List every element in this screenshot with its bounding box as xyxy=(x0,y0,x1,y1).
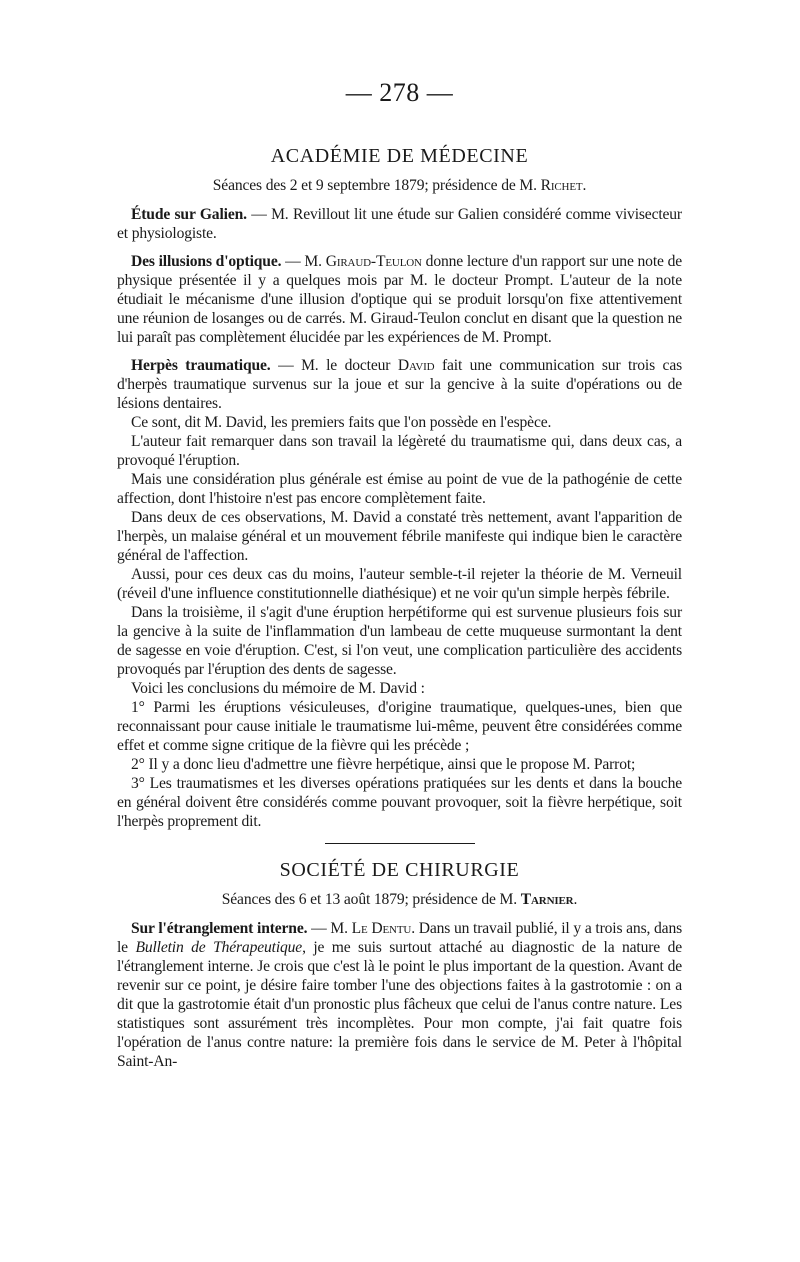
entry-heading: Sur l'étranglement interne. xyxy=(131,920,308,937)
author-name: Le Dentu xyxy=(351,920,412,937)
entry-heading: Étude sur Galien. xyxy=(131,206,247,223)
session-text: Séances des 2 et 9 septembre 1879; présidence de M. xyxy=(212,177,541,194)
paragraph: Dans la troisième, il s'agit d'une éruption herpétiforme qui est survenue plusieurs fois sur la gencive à la suite de l'inflammation d'un lambeau de cette muqueuse surmontant la dent de sagesse en voie d'éruption. C'est, si l'on veut, une complication particulière des accidents provoqués par l'éruption des dents de sagesse. xyxy=(117,604,682,678)
entry-galien xyxy=(117,205,682,243)
paragraph: L'auteur fait remarquer dans son travail la légèreté du traumatisme qui, dans deux cas, a provoqué l'éruption. xyxy=(117,433,682,469)
paragraph: Aussi, pour ces deux cas du moins, l'auteur semble-t-il rejeter la théorie de M. Verneuil (réveil d'une influence constitutionnelle diathésique) et ne voir qu'un simple herpès fébrile. xyxy=(117,566,682,602)
paragraph: Ce sont, dit M. David, les premiers faits que l'on possède en l'espèce. xyxy=(131,414,552,431)
entry-text: — M. xyxy=(307,920,352,937)
paragraph: Voici les conclusions du mémoire de M. David : xyxy=(131,680,425,697)
paragraph: Mais une considération plus générale est émise au point de vue de la pathogénie de cette affection, dont l'histoire n'est pas encore complètement faite. xyxy=(117,471,682,507)
session-suffix: . xyxy=(573,891,578,908)
page-number: — 278 — xyxy=(345,78,454,107)
president-name: Richet xyxy=(540,177,583,194)
journal-title: Bulletin de Thérapeutique xyxy=(135,939,303,956)
session-text: Séances des 6 et 13 août 1879; présidence de M. xyxy=(221,891,521,908)
entry-heading: Herpès traumatique. xyxy=(131,357,271,374)
section-title-academie: ACADÉMIE DE MÉDECINE xyxy=(270,145,529,167)
document-page xyxy=(117,78,682,1071)
entry-text: . Dans un travail publié, il y a trois ans, dans le xyxy=(117,920,683,956)
conclusion-item: 1° Parmi les éruptions vésiculeuses, d'origine traumatique, quelques-unes, bien que reconnaissant pour cause initiale le traumatisme lui-même, peuvent être considérées comme effet et comme signe critique de la fièvre qui les précède ; xyxy=(117,699,682,754)
conclusion-item: 2° Il y a donc lieu d'admettre une fièvre herpétique, ainsi que le propose M. Parrot; xyxy=(131,756,636,773)
entry-illusions xyxy=(117,252,682,347)
author-name: Giraud-Teulon xyxy=(325,253,422,270)
entry-herpes xyxy=(117,356,682,413)
entry-text: — M. xyxy=(281,253,326,270)
entry-etranglement xyxy=(117,919,682,1071)
entry-text: fait une communication sur trois cas d'herpès traumatique survenus sur la joue et sur la gencive à la suite d'opérations ou de lésions dentaires. xyxy=(117,357,683,412)
section-title-societe: SOCIÉTÉ DE CHIRURGIE xyxy=(279,859,520,881)
author-name: David xyxy=(397,357,435,374)
entry-heading: Des illusions d'optique. xyxy=(131,253,282,270)
section-divider xyxy=(325,843,475,844)
entry-text: — M. Revillout lit une étude sur Galien considéré comme vivisecteur et physiologiste. xyxy=(117,206,682,242)
session-line-academie xyxy=(117,176,682,195)
president-name: Tarnier xyxy=(520,891,574,908)
paragraph: Dans deux de ces observations, M. David a constaté très nettement, avant l'apparition de l'herpès, un malaise général et un mouvement fébrile manifeste qui indique bien le caractère général de l'affection. xyxy=(117,509,682,564)
entry-text: — M. le docteur xyxy=(270,357,398,374)
session-line-societe xyxy=(117,890,682,909)
conclusion-item: 3° Les traumatismes et les diverses opérations pratiquées sur les dents et dans la bouche en général doivent être considérés comme pouvant provoquer, soit la fièvre herpétique, soit l'herpès proprement dit. xyxy=(117,775,682,830)
entry-text: donne lecture d'un rapport sur une note de physique présentée il y a quelques mois par M. le docteur Prompt. L'auteur de la note étudiait le mécanisme d'une illusion d'optique qui se produit lorsqu'on fixe attentivement une réunion de losanges ou de carrés. M. Giraud-Teulon conclut en disant que la question ne lui paraît pas complètement élucidée par les expériences de M. Prompt. xyxy=(117,253,683,346)
entry-text: , je me suis surtout attaché au diagnostic de la nature de l'étranglement interne. Je crois que c'est là le point le plus important de la question. Avant de revenir sur ce point, je désire faire tomber l'une des objections faites à la gastrotomie : on a dit que la gastrotomie était d'un pronostic plus fâcheux que celui de l'anus contre nature. Les statistiques sont assurément très incomplètes. Pour mon compte, j'ai fait quatre fois l'opération de l'anus contre nature: la première fois dans le service de M. Peter à l'hôpital Saint-An- xyxy=(117,939,682,1070)
session-suffix: . xyxy=(582,177,587,194)
